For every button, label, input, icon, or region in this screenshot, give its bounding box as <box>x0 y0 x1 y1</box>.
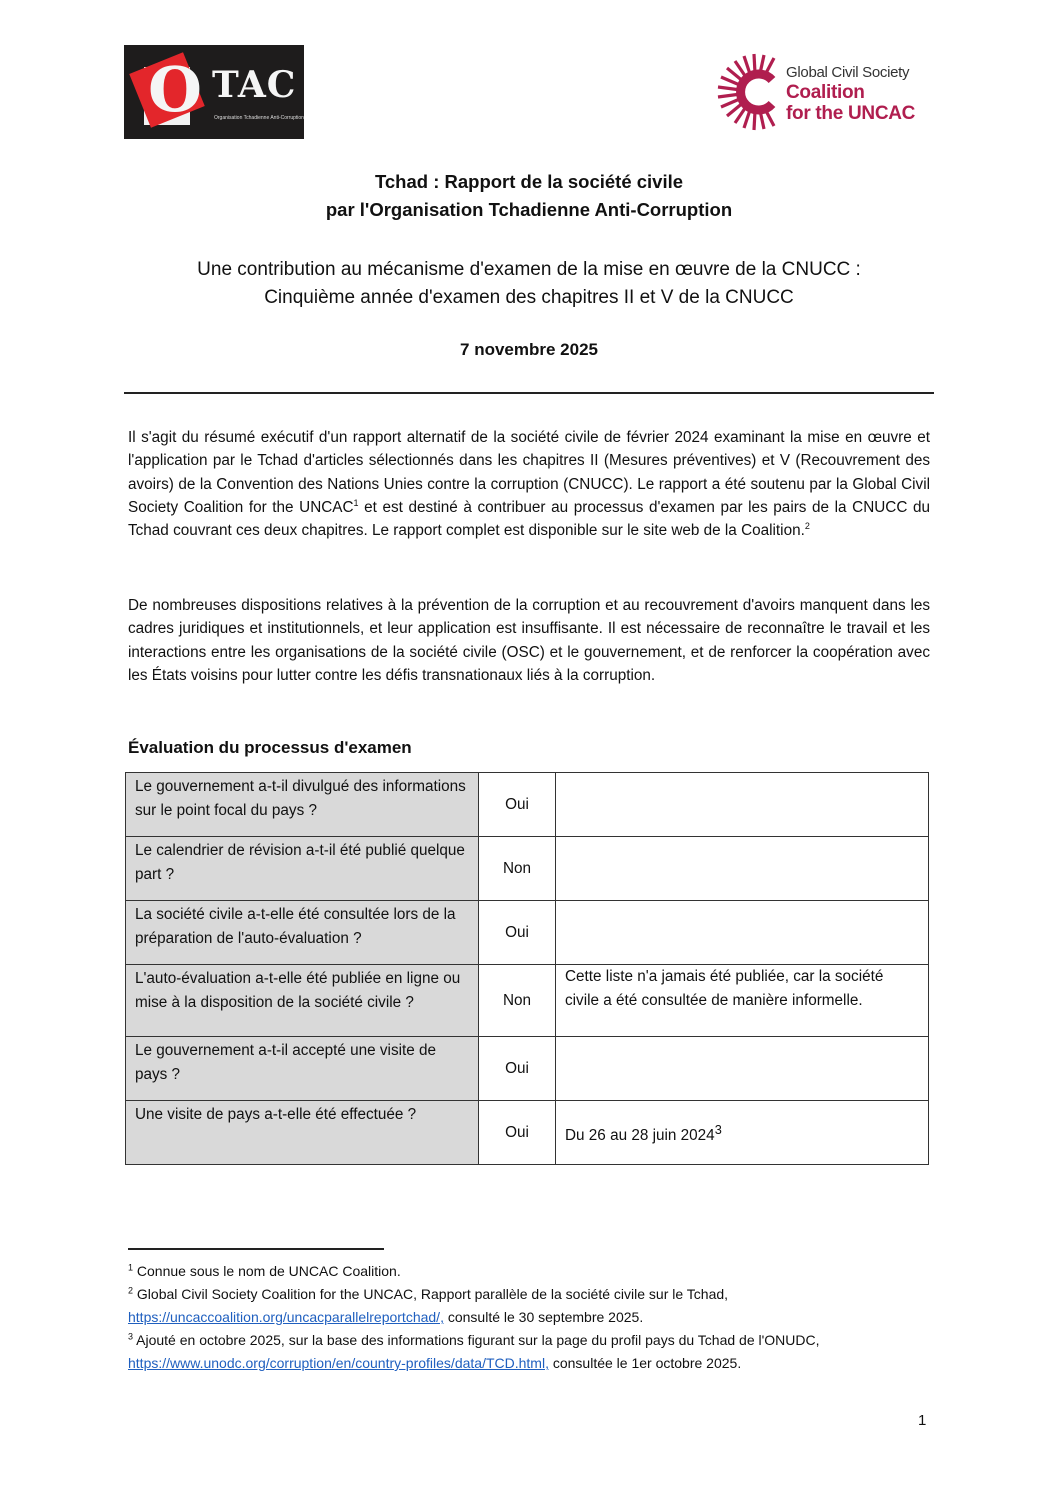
footnote-3 <box>128 1329 938 1375</box>
logo-line-1: Global Civil Society <box>786 64 910 81</box>
logo-letters-tac: TAC <box>212 64 297 106</box>
document-subtitle-line-1: Une contribution au mécanisme d'examen de la mise en œuvre de la CNUCC : <box>197 259 861 280</box>
comment-cell <box>556 1101 929 1165</box>
footnote-1 <box>128 1260 938 1283</box>
footnote-link-unodc[interactable]: https://www.unodc.org/corruption/en/country-profiles/data/TCD.html, <box>128 1355 549 1371</box>
uncac-coalition-logo <box>716 52 936 132</box>
table-row <box>126 1101 929 1165</box>
footnote-text: Ajouté en octobre 2025, sur la base des informations figurant sur la page du profil pays du Tchad de l'ONUDC, <box>136 1332 820 1348</box>
logo-line-3: for the UNCAC <box>786 103 916 124</box>
answer-cell: Oui <box>479 1101 556 1165</box>
intro-paragraph <box>128 426 930 542</box>
footnote-link-uncaccoalition[interactable]: https://uncaccoalition.org/uncacparallelreportchad/, <box>128 1309 444 1325</box>
evaluation-table <box>125 772 929 1165</box>
question-cell: La société civile a-t-elle été consultée lors de la préparation de l'auto-évaluation ? <box>126 901 479 965</box>
question-cell: Le gouvernement a-t-il accepté une visite de pays ? <box>126 1037 479 1101</box>
answer-cell: Oui <box>479 773 556 837</box>
footnote-number: 2 <box>128 1285 134 1296</box>
sunburst-c-icon <box>716 52 784 132</box>
comment-text: Du 26 au 28 juin 2024 <box>565 1126 715 1144</box>
answer-cell: Oui <box>479 901 556 965</box>
table-row <box>126 1037 929 1101</box>
document-title-line-2: par l'Organisation Tchadienne Anti-Corruption <box>325 199 733 220</box>
answer-cell: Non <box>479 837 556 901</box>
table-row <box>126 773 929 837</box>
question-cell: Une visite de pays a-t-elle été effectuée ? <box>126 1101 479 1165</box>
logo-letter-o: O <box>148 53 203 126</box>
footnote-2 <box>128 1283 938 1329</box>
footnote-number: 3 <box>128 1331 134 1342</box>
document-title-line-1: Tchad : Rapport de la société civile <box>374 171 684 192</box>
footnote-number: 1 <box>128 1262 134 1273</box>
comment-cell <box>556 837 929 901</box>
header-divider <box>124 392 934 394</box>
footnote-text-after: consultée le 1er octobre 2025. <box>548 1355 742 1371</box>
comment-cell <box>556 1037 929 1101</box>
comment-cell: Cette liste n'a jamais été publiée, car la société civile a été consultée de manière informelle. <box>556 965 929 1037</box>
intro-text-part-1: Il s'agit du résumé exécutif d'un rapport alternatif de la société civile de février 2024 examinant la mise en œuvre et l'application par le Tchad d'articles sélectionnés dans les chapitres II (Mesures préventives) et V (Recouvrement des avoirs) de la Convention des Nations Unies contre la corruption (CNUCC). Le rapport a été soutenu par la Global Civil Society Coalition for the UNCAC <box>128 429 930 516</box>
footnote-ref-3[interactable]: 3 <box>714 1121 722 1137</box>
logo-line-2: Coalition <box>786 82 865 103</box>
footnote-ref-2[interactable]: 2 <box>804 521 810 532</box>
question-cell: L'auto-évaluation a-t-elle été publiée en ligne ou mise à la disposition de la société civile ? <box>126 965 479 1037</box>
footnote-ref-1[interactable]: 1 <box>353 497 359 508</box>
question-cell: Le gouvernement a-t-il divulgué des informations sur le point focal du pays ? <box>126 773 479 837</box>
otac-logo <box>124 45 304 139</box>
comment-cell <box>556 901 929 965</box>
question-cell: Le calendrier de révision a-t-il été publié quelque part ? <box>126 837 479 901</box>
document-date: 7 novembre 2025 <box>460 340 598 359</box>
footnote-text-after: consulté le 30 septembre 2025. <box>443 1309 644 1325</box>
table-row <box>126 837 929 901</box>
answer-cell: Non <box>479 965 556 1037</box>
footnote-text: Global Civil Society Coalition for the UNCAC, Rapport parallèle de la société civile sur le Tchad, <box>136 1286 729 1302</box>
logo-tagline: Organisation Tchadienne Anti-Corruption <box>214 115 304 121</box>
summary-paragraph: De nombreuses dispositions relatives à la prévention de la corruption et au recouvrement d'avoirs manquent dans les cadres juridiques et institutionnels, et leur application est insuffisante. Il est nécessaire de reconnaître le travail et les interactions entre les organisations de la société civile (OSC) et le gouvernement, et de renforcer la coopération avec les États voisins pour lutter contre les défis transnationaux liés à la corruption. <box>128 597 930 684</box>
document-subtitle-line-2: Cinquième année d'examen des chapitres II et V de la CNUCC <box>264 287 794 308</box>
table-row <box>126 965 929 1037</box>
comment-cell <box>556 773 929 837</box>
section-heading: Évaluation du processus d'examen <box>128 738 412 757</box>
answer-cell: Oui <box>479 1037 556 1101</box>
footnote-separator <box>128 1248 384 1250</box>
intro-text-part-2: et est destiné à contribuer au processus d'examen par les pairs de la CNUCC du Tchad couvrant ces deux chapitres. Le rapport complet est disponible sur le site web de la Coalition. <box>128 498 930 540</box>
footnote-text: Connue sous le nom de UNCAC Coalition. <box>136 1263 401 1279</box>
table-row <box>126 901 929 965</box>
page-number: 1 <box>918 1412 927 1429</box>
